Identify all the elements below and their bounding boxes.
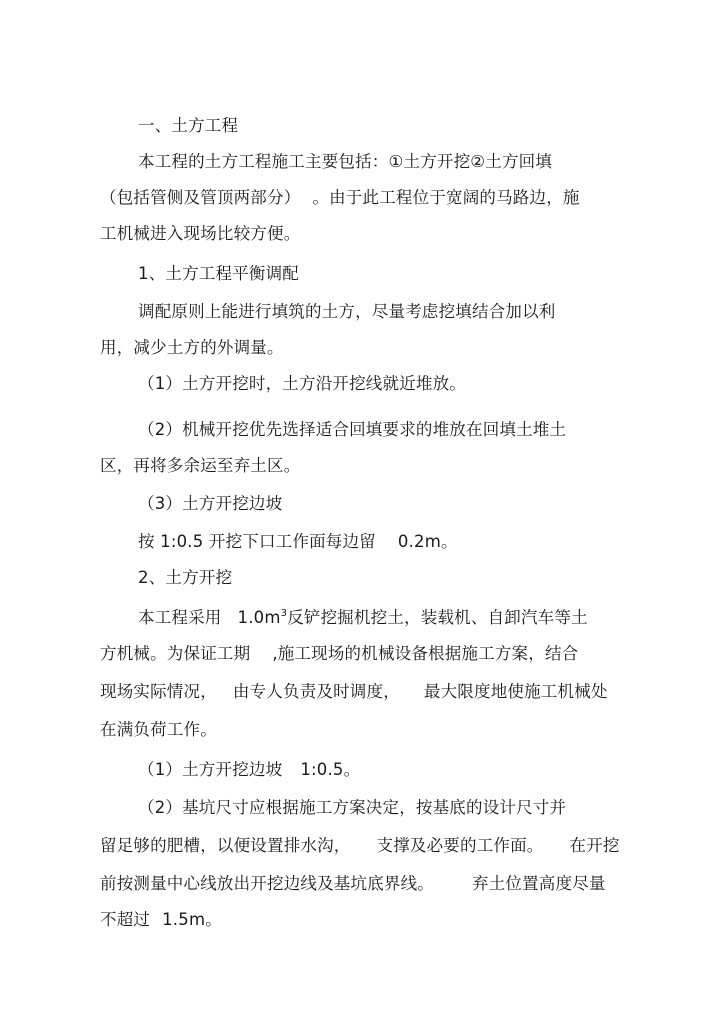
section-heading: 一、土方工程 [138, 116, 239, 135]
paragraph-line: 本工程的土方工程施工主要包括：①土方开挖②土方回填 [138, 152, 553, 171]
subsection-title: 1、土方工程平衡调配 [138, 264, 299, 283]
paragraph-line: 按 1:0.5 开挖下口工作面每边留 0.2m。 [138, 532, 458, 551]
list-item: （3）土方开挖边坡 [138, 494, 283, 513]
list-item-continuation: 区，再将多余运至弃土区。 [100, 456, 301, 475]
subsection-title: 2、土方开挖 [138, 568, 233, 587]
list-item-continuation: 不超过 1.5m。 [100, 910, 222, 929]
list-item-continuation: 前按测量中心线放出开挖边线及基坑底界线。 弃土位置高度尽量 [100, 874, 606, 893]
paragraph-line: 用，减少土方的外调量。 [100, 338, 284, 357]
paragraph-line: 方机械。为保证工期 ,施工现场的机械设备根据施工方案，结合 [100, 644, 579, 663]
paragraph-line: （包括管侧及管顶两部分） 。由于此工程位于宽阔的马路边，施 [100, 188, 580, 207]
list-item: （2）基坑尺寸应根据施工方案决定，按基底的设计尺寸并 [138, 798, 567, 817]
list-item: （1）土方开挖边坡 1:0.5。 [138, 760, 361, 779]
paragraph-line: 现场实际情况， 由专人负责及时调度， 最大限度地使施工机械处 [100, 682, 608, 701]
paragraph-line: 本工程采用 $1.0m^3$反铲挖掘机挖土，装载机、自卸汽车等土 [138, 608, 588, 627]
paragraph-line: 在满负荷工作。 [100, 720, 217, 739]
paragraph-line: 调配原则上能进行填筑的土方，尽量考虑挖填结合加以利 [138, 302, 556, 321]
paragraph-line: 工机械进入现场比较方便。 [100, 224, 301, 243]
list-item: （1）土方开挖时，土方沿开挖线就近堆放。 [138, 374, 466, 393]
list-item-continuation: 留足够的肥槽，以便设置排水沟， 支撑及必要的工作面。 在开挖 [100, 836, 620, 855]
list-item: （2）机械开挖优先选择适合回填要求的堆放在回填土堆土 [138, 420, 567, 439]
